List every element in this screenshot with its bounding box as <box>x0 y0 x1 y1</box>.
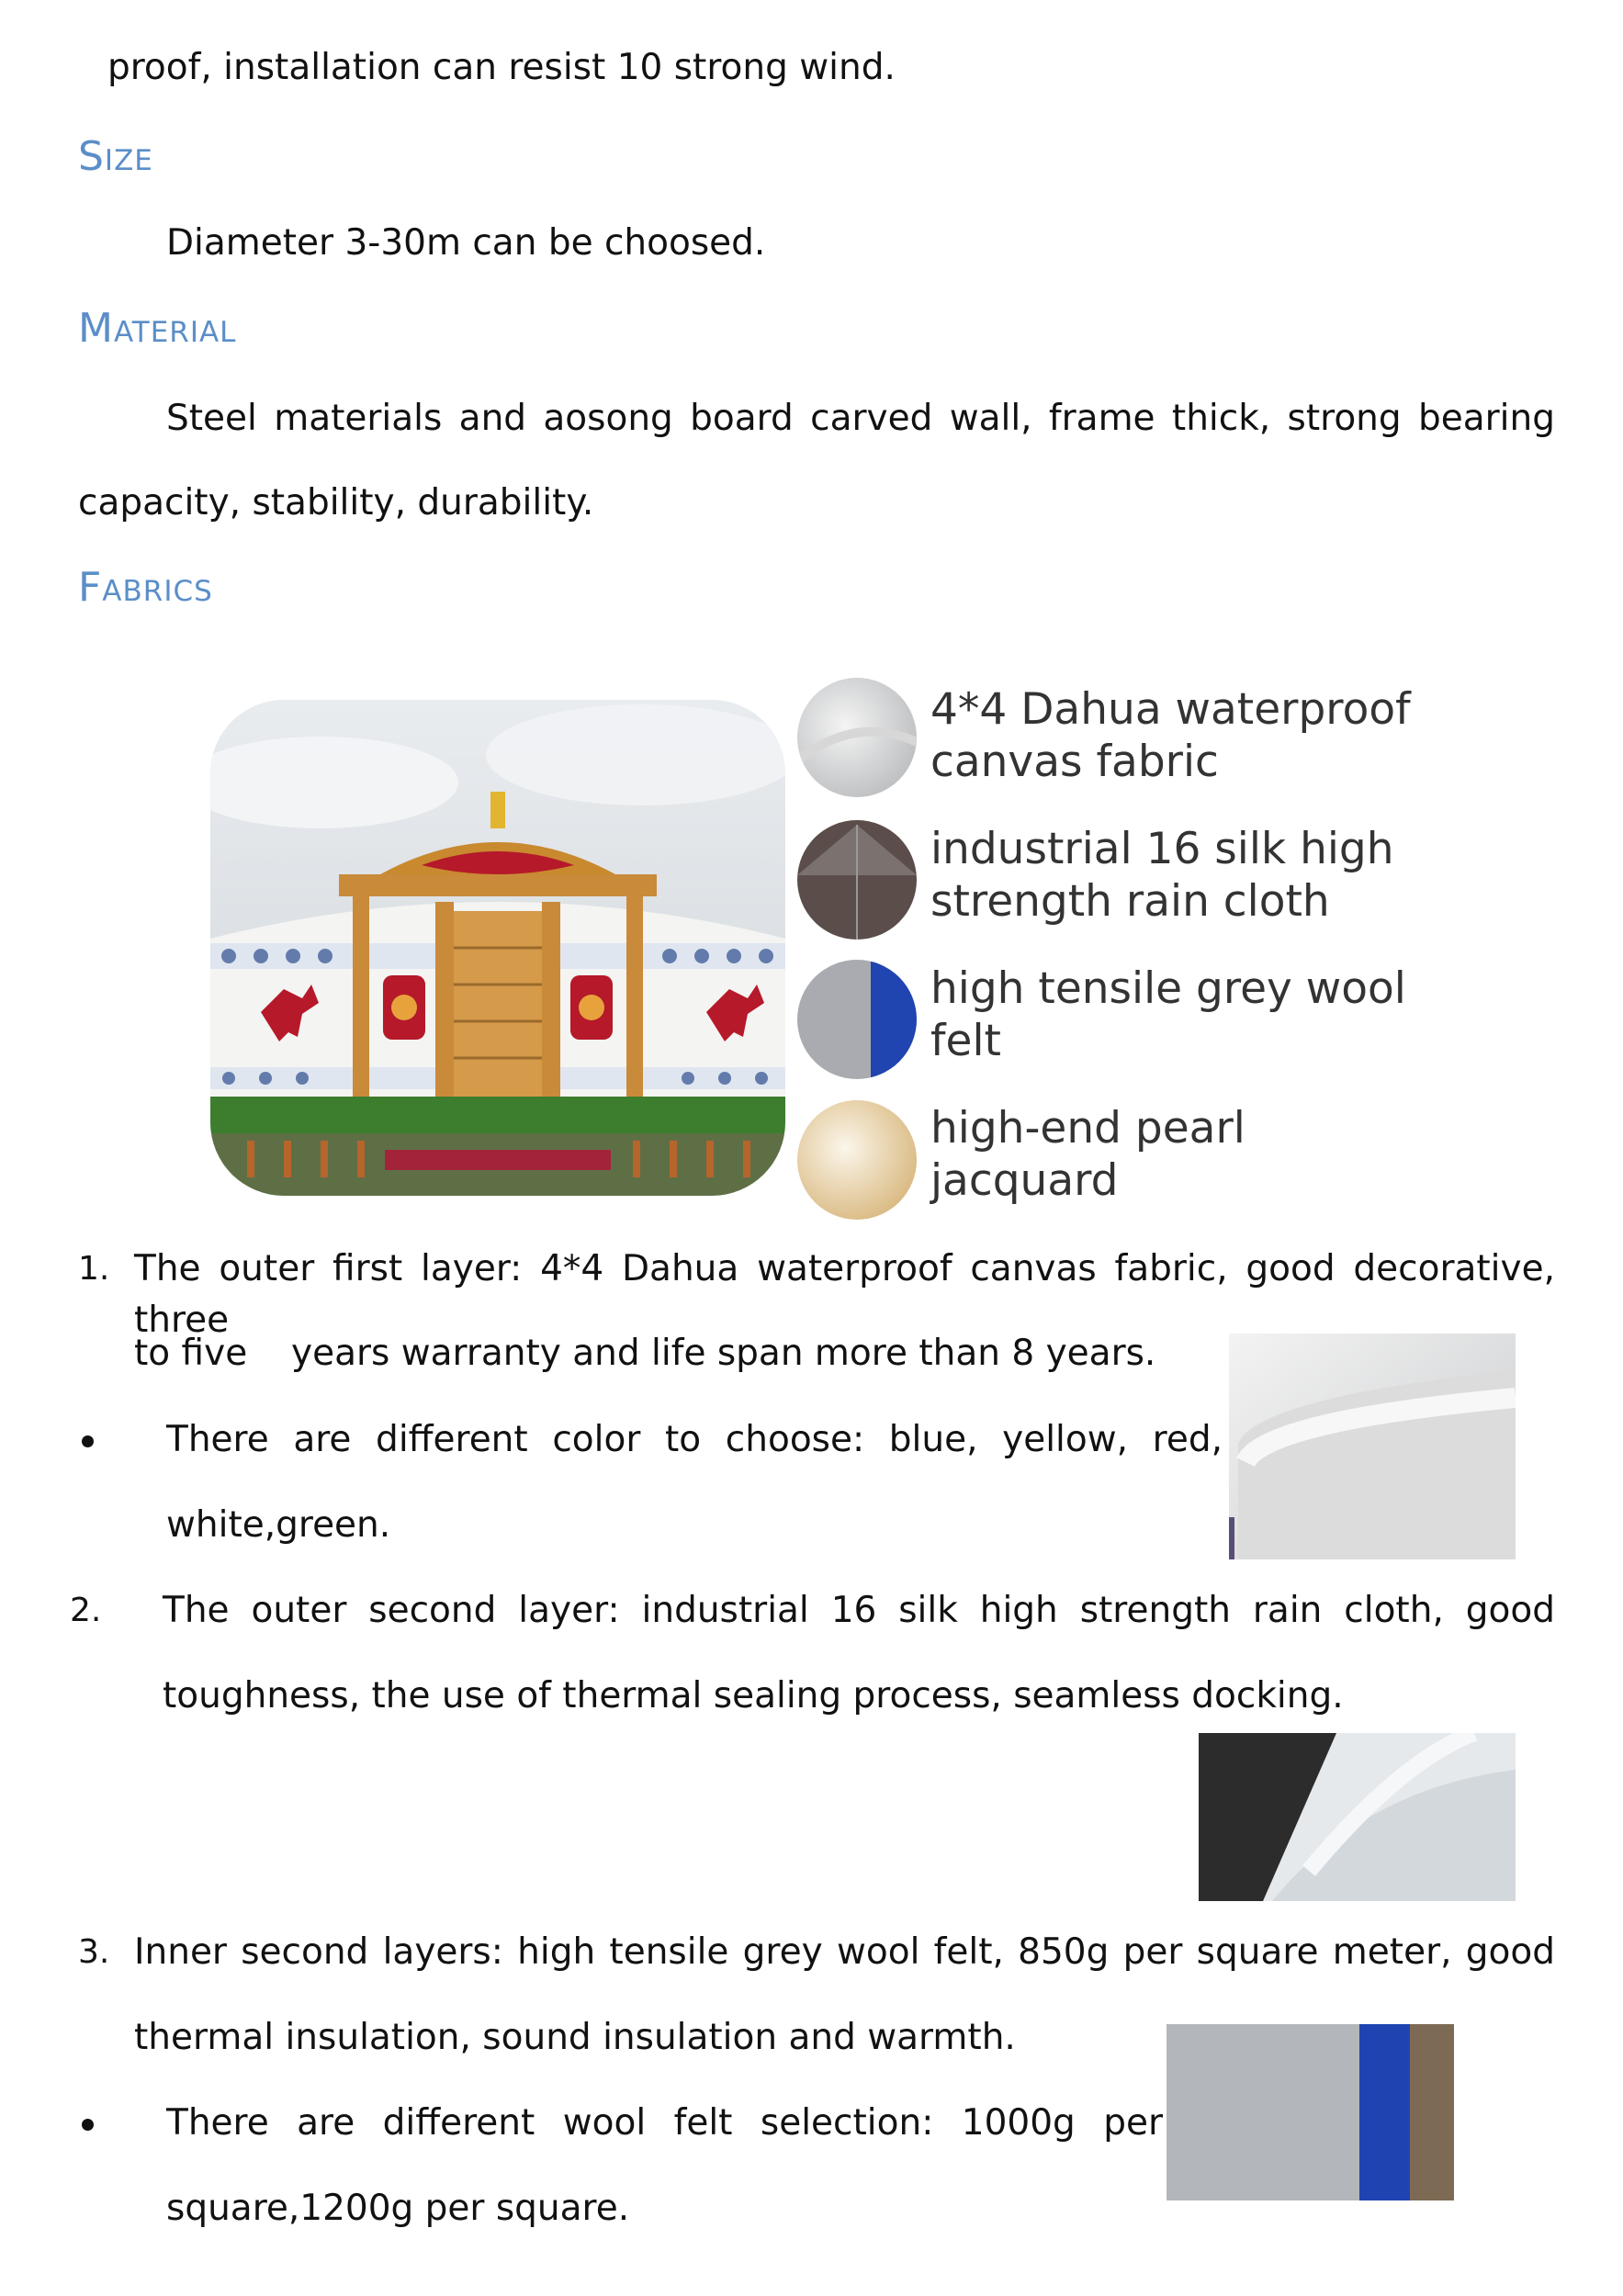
rain-cloth-caption-line1: industrial 16 silk high <box>930 824 1394 874</box>
bullet1-line2: white,green. <box>166 1504 391 1546</box>
item2-line1: The outer second layer: industrial 16 silk high strength rain cloth, good <box>163 1590 1555 1631</box>
material-heading: Material <box>78 305 237 352</box>
rain-cloth-swatch <box>797 820 917 940</box>
list-marker-2: 2. <box>70 1592 102 1629</box>
intro-tail-text: proof, installation can resist 10 strong wind. <box>107 47 896 88</box>
item3-line1: Inner second layers: high tensile grey wool felt, 850g per square meter, good <box>134 1931 1555 1973</box>
pearl-jacquard-caption-line1: high-end pearl <box>930 1103 1245 1154</box>
wool-felt-caption-line1: high tensile grey wool <box>930 963 1406 1014</box>
item2-line2: toughness, the use of thermal sealing process, seamless docking. <box>163 1675 1344 1716</box>
item1-line1: The outer first layer: 4*4 Dahua waterproof canvas fabric, good decorative, three <box>134 1248 1555 1341</box>
list-marker-1: 1. <box>78 1250 110 1288</box>
list-marker-3: 3. <box>78 1933 110 1971</box>
wool-felt-swatch <box>797 960 917 1079</box>
item1-line2b: years warranty and life span more than 8 years. <box>291 1333 1156 1374</box>
item3-line2: thermal insulation, sound insulation and warmth. <box>134 2017 1016 2058</box>
canvas-fabric-caption-line2: canvas fabric <box>930 737 1219 787</box>
wool-felt-photo <box>1167 2024 1454 2200</box>
fabrics-heading: Fabrics <box>78 564 213 611</box>
yurt-photo <box>210 700 785 1196</box>
bullet2-line2: square,1200g per square. <box>166 2188 630 2229</box>
item1-line2a: to five <box>134 1333 248 1374</box>
canvas-fabric-swatch <box>797 678 917 797</box>
rain-cloth-caption-line2: strength rain cloth <box>930 876 1330 927</box>
canvas-fabric-caption-line1: 4*4 Dahua waterproof <box>930 684 1411 735</box>
material-text-line2: capacity, stability, durability. <box>78 482 594 523</box>
size-text: Diameter 3-30m can be choosed. <box>166 222 766 264</box>
wool-felt-caption-line2: felt <box>930 1016 1001 1066</box>
bullet-1 <box>82 1435 94 1447</box>
bullet1-line1: There are different color to choose: blue, yellow, red, <box>166 1419 1223 1460</box>
rain-cloth-photo <box>1199 1733 1516 1901</box>
canvas-fabric-photo <box>1229 1334 1516 1559</box>
pearl-jacquard-caption-line2: jacquard <box>930 1155 1119 1206</box>
bullet-2 <box>82 2119 94 2131</box>
bullet2-line1: There are different wool felt selection: 1000g per <box>166 2102 1163 2144</box>
size-heading: Size <box>78 133 153 180</box>
pearl-jacquard-swatch <box>797 1100 917 1220</box>
material-text-line1: Steel materials and aosong board carved wall, frame thick, strong bearing <box>166 398 1555 439</box>
